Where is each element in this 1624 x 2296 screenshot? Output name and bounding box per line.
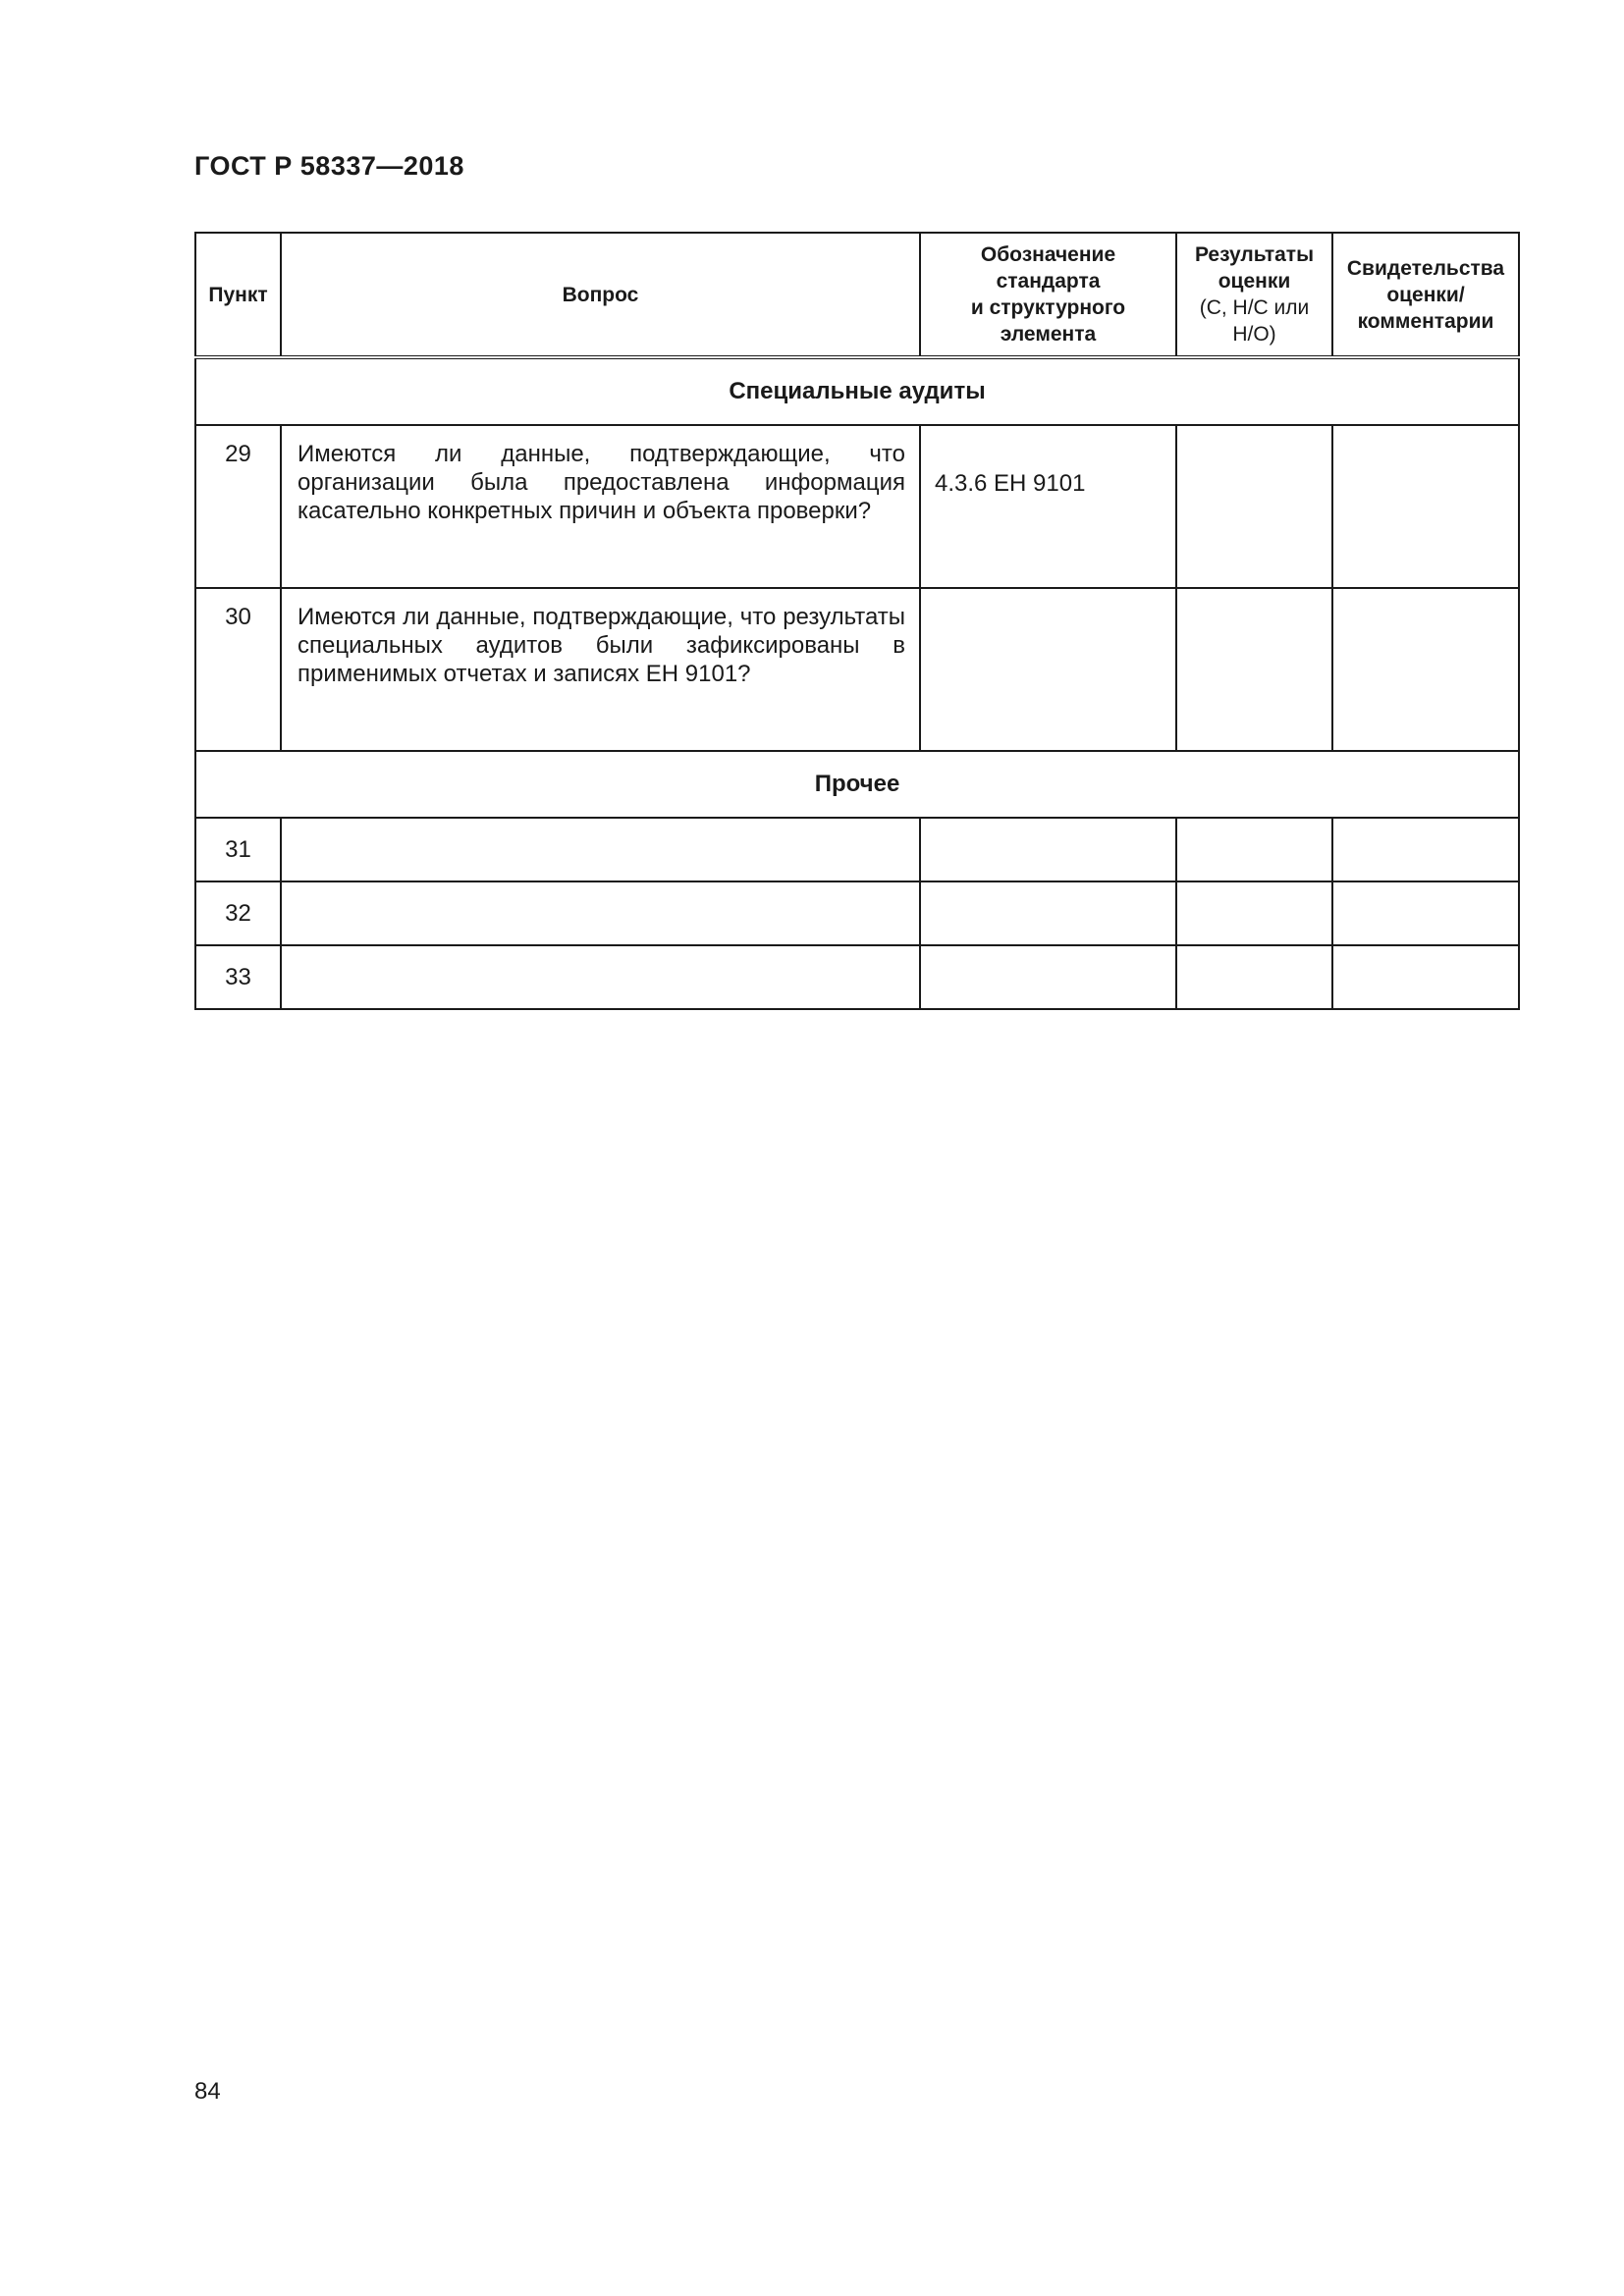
result-cell[interactable] — [1176, 425, 1332, 588]
question-text: Имеются ли данные, подтверждающие, что организации была предоставлена информация касательно конкретных причин и объекта проверки? — [281, 425, 920, 588]
table-header-row — [195, 233, 1519, 357]
header-question: Вопрос — [281, 233, 920, 357]
table-row — [195, 818, 1519, 881]
item-number: 32 — [195, 881, 281, 945]
question-text: Имеются ли данные, подтверждающие, что результаты специальных аудитов были зафиксированы в применимых отчетах и записях ЕН 9101? — [281, 588, 920, 751]
audit-checklist-table — [194, 232, 1520, 1010]
question-text[interactable] — [281, 818, 920, 881]
evidence-cell[interactable] — [1332, 881, 1519, 945]
table-row — [195, 945, 1519, 1009]
question-text[interactable] — [281, 881, 920, 945]
table-row — [195, 881, 1519, 945]
header-item: Пункт — [195, 233, 281, 357]
item-number: 29 — [195, 425, 281, 588]
item-number: 30 — [195, 588, 281, 751]
document-header: ГОСТ Р 58337—2018 — [194, 151, 464, 181]
evidence-cell[interactable] — [1332, 588, 1519, 751]
section-title: Специальные аудиты — [195, 357, 1519, 425]
standard-ref — [920, 588, 1176, 751]
result-cell[interactable] — [1176, 945, 1332, 1009]
item-number: 31 — [195, 818, 281, 881]
evidence-cell[interactable] — [1332, 425, 1519, 588]
section-title: Прочее — [195, 751, 1519, 818]
standard-ref[interactable] — [920, 945, 1176, 1009]
result-cell[interactable] — [1176, 881, 1332, 945]
table-row — [195, 425, 1519, 588]
result-cell[interactable] — [1176, 818, 1332, 881]
result-cell[interactable] — [1176, 588, 1332, 751]
header-results: Результаты оценки (С, Н/С или Н/О) — [1176, 233, 1332, 357]
section-row-other — [195, 751, 1519, 818]
header-evidence: Свидетельства оценки/ комментарии — [1332, 233, 1519, 357]
standard-ref: 4.3.6 ЕН 9101 — [920, 425, 1176, 588]
question-text[interactable] — [281, 945, 920, 1009]
page-number: 84 — [194, 2078, 221, 2105]
section-row-special-audits — [195, 357, 1519, 425]
item-number: 33 — [195, 945, 281, 1009]
standard-ref[interactable] — [920, 881, 1176, 945]
evidence-cell[interactable] — [1332, 818, 1519, 881]
standard-ref[interactable] — [920, 818, 1176, 881]
table-row — [195, 588, 1519, 751]
header-standard-ref: Обозначение стандарта и структурного элемента — [920, 233, 1176, 357]
evidence-cell[interactable] — [1332, 945, 1519, 1009]
